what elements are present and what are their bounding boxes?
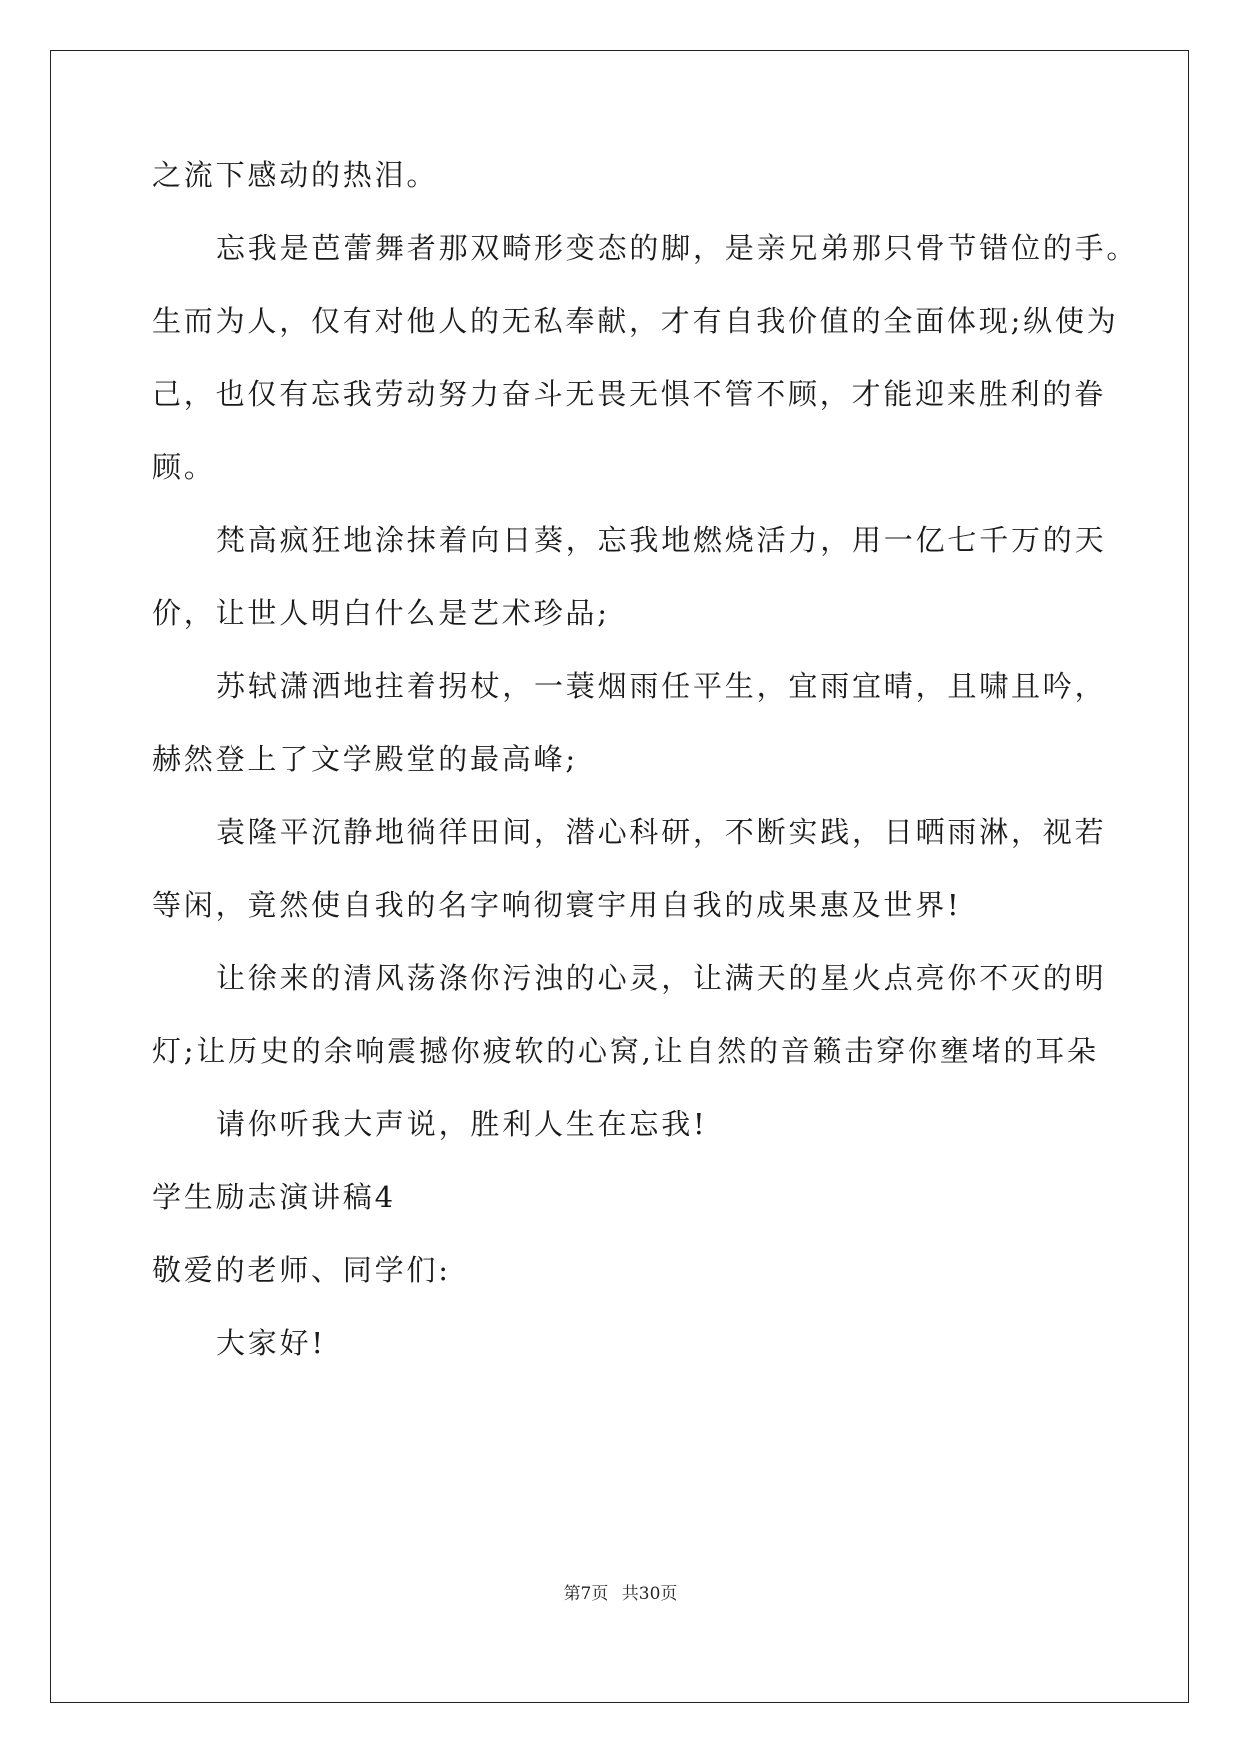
greeting: 大家好! bbox=[216, 1326, 326, 1360]
text-line: 价，让世人明白什么是艺术珍品; bbox=[152, 596, 610, 630]
text-line: 忘我是芭蕾舞者那双畸形变态的脚，是亲兄弟那只骨节错位的手。 bbox=[216, 231, 1139, 265]
text-line: 等闲，竟然使自我的名字响彻寰宇用自我的成果惠及世界! bbox=[152, 888, 962, 922]
text-line: 梵高疯狂地涂抹着向日葵，忘我地燃烧活力，用一亿七千万的天 bbox=[216, 523, 1107, 557]
text-line: 赫然登上了文学殿堂的最高峰; bbox=[152, 742, 578, 776]
text-line: 顾。 bbox=[152, 450, 216, 484]
text-line: 让徐来的清风荡涤你污浊的心灵，让满天的星火点亮你不灭的明 bbox=[216, 961, 1107, 995]
text-line: 之流下感动的热泪。 bbox=[152, 158, 439, 192]
text-line: 己，也仅有忘我劳动努力奋斗无畏无惧不管不顾，才能迎来胜利的眷 bbox=[152, 377, 1107, 411]
section-heading: 学生励志演讲稿4 bbox=[152, 1180, 396, 1214]
text-line: 灯;让历史的余响震撼你疲软的心窝,让自然的音籁击穿你壅堵的耳朵 bbox=[152, 1034, 1099, 1068]
text-line: 请你听我大声说，胜利人生在忘我! bbox=[216, 1107, 708, 1141]
page-footer bbox=[0, 1582, 1241, 1606]
page-total: 共30页 bbox=[621, 1584, 678, 1604]
salutation: 敬爱的老师、同学们: bbox=[152, 1253, 451, 1287]
page-border bbox=[50, 50, 1189, 1703]
text-line: 生而为人，仅有对他人的无私奉献，才有自我价值的全面体现;纵使为 bbox=[152, 304, 1119, 338]
text-line: 袁隆平沉静地徜徉田间，潜心科研，不断实践，日晒雨淋，视若 bbox=[216, 815, 1107, 849]
page-number: 第7页 bbox=[563, 1584, 609, 1604]
text-line: 苏轼潇洒地拄着拐杖，一蓑烟雨任平生，宜雨宜晴，且啸且吟， bbox=[216, 669, 1107, 703]
